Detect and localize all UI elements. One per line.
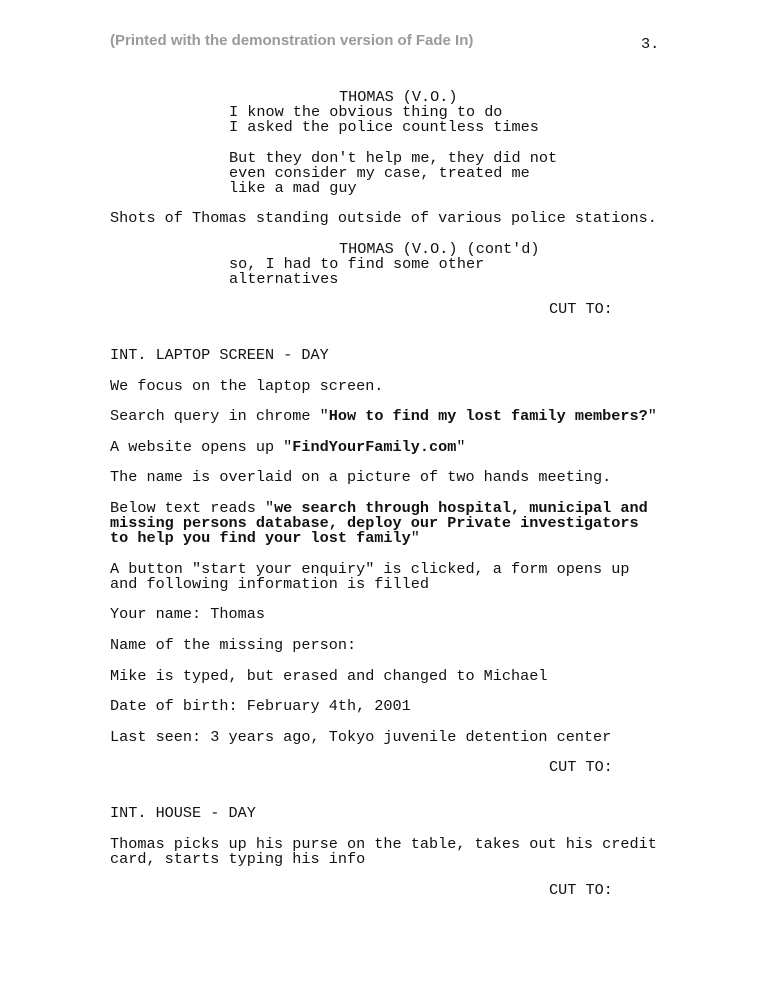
- action-line: Thomas picks up his purse on the table, takes out his credit: [110, 835, 657, 853]
- action-text: ": [410, 529, 420, 547]
- action-line: A button "start your enquiry" is clicked, a form opens up: [110, 560, 630, 578]
- search-query-text: How to find my lost family members?: [328, 407, 648, 425]
- action-line: Shots of Thomas standing outside of various police stations.: [110, 209, 657, 227]
- character-cue: THOMAS (V.O.): [339, 88, 458, 106]
- action-line: We focus on the laptop screen.: [110, 377, 384, 395]
- dialogue-line: But they don't help me, they did not: [229, 149, 558, 167]
- action-line: Mike is typed, but erased and changed to Michael: [110, 667, 548, 685]
- action-line: The name is overlaid on a picture of two hands meeting.: [110, 468, 612, 486]
- character-cue: THOMAS (V.O.) (cont'd): [339, 240, 540, 258]
- action-line: [110, 531, 420, 546]
- dialogue-line: I asked the police countless times: [229, 118, 539, 136]
- action-line: Last seen: 3 years ago, Tokyo juvenile detention center: [110, 728, 612, 746]
- dialogue-line: alternatives: [229, 270, 339, 288]
- page-number: 3.: [641, 35, 660, 53]
- action-line: [110, 440, 465, 455]
- action-line: [110, 409, 657, 424]
- dialogue-line: I know the obvious thing to do: [229, 103, 503, 121]
- action-line: card, starts typing his info: [110, 850, 366, 868]
- action-text: ": [456, 438, 466, 456]
- action-text: ": [647, 407, 657, 425]
- transition: CUT TO:: [549, 758, 613, 776]
- action-line: Your name: Thomas: [110, 605, 265, 623]
- action-line: and following information is filled: [110, 575, 429, 593]
- transition: CUT TO:: [549, 881, 613, 899]
- action-line: Name of the missing person:: [110, 636, 357, 654]
- transition: CUT TO:: [549, 300, 613, 318]
- dialogue-line: like a mad guy: [229, 179, 357, 197]
- dialogue-line: even consider my case, treated me: [229, 164, 530, 182]
- action-text: A website opens up ": [110, 438, 293, 456]
- dialogue-line: so, I had to find some other: [229, 255, 485, 273]
- demo-watermark: (Printed with the demonstration version of Fade In): [110, 32, 474, 49]
- website-tagline-text: we search through hospital, municipal and: [274, 499, 648, 517]
- scene-heading: INT. HOUSE - DAY: [110, 804, 256, 822]
- action-line: Date of birth: February 4th, 2001: [110, 697, 411, 715]
- website-name-text: FindYourFamily.com: [292, 438, 457, 456]
- website-tagline-text: missing persons database, deploy our Private investigators: [110, 514, 639, 532]
- website-tagline-text: to help you find your lost family: [110, 529, 411, 547]
- action-text: Below text reads ": [110, 499, 275, 517]
- action-text: Search query in chrome ": [110, 407, 329, 425]
- scene-heading: INT. LAPTOP SCREEN - DAY: [110, 346, 329, 364]
